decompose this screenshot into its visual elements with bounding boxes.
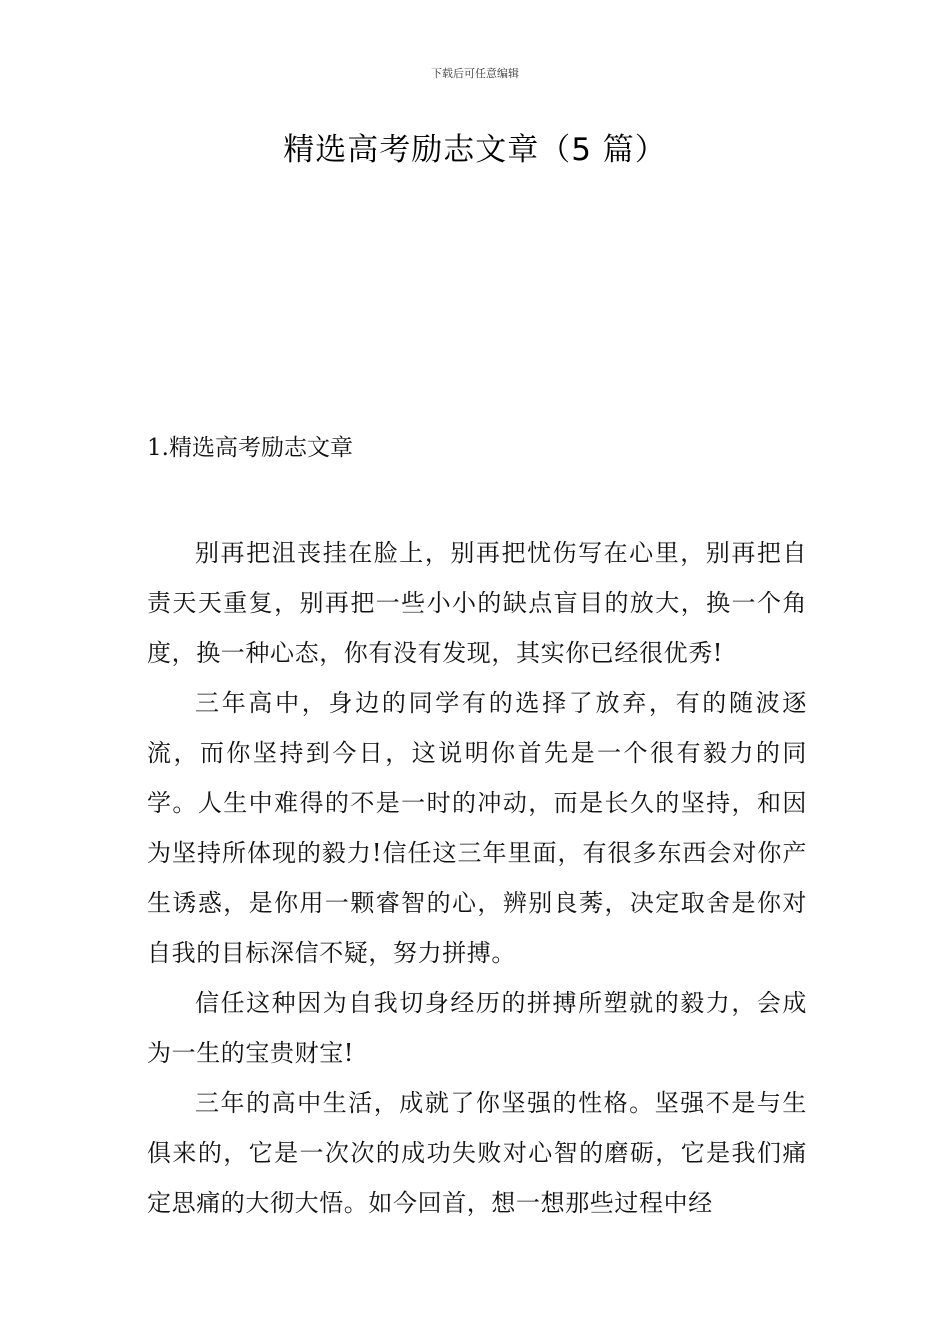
- article-body: [147, 528, 807, 1228]
- paragraph-4: 三年的高中生活，成就了你坚强的性格。坚强不是与生俱来的，它是一次次的成功失败对心智的磨砺，它是我们痛定思痛的大彻大悟。如今回首，想一想那些过程中经: [147, 1089, 807, 1217]
- document-title: 精选高考励志文章（5 篇）: [283, 132, 667, 168]
- paragraph-2: 三年高中，身边的同学有的选择了放弃，有的随波逐流，而你坚持到今日，这说明你首先是一个很有毅力的同学。人生中难得的不是一时的冲动，而是长久的坚持，和因为坚持所体现的毅力!信任这三年里面，有很多东西会对你产生诱惑，是你用一颗睿智的心，辨别良莠，决定取舍是你对自我的目标深信不疑，努力拼搏。: [147, 689, 807, 967]
- section-heading: 1.精选高考励志文章: [147, 435, 353, 461]
- header-note: 下载后可任意编辑: [431, 67, 519, 80]
- paragraph-1: 别再把沮丧挂在脸上，别再把忧伤写在心里，别再把自责天天重复，别再把一些小小的缺点盲目的放大，换一个角度，换一种心态，你有没有发现，其实你已经很优秀!: [147, 539, 807, 667]
- paragraph-3: 信任这种因为自我切身经历的拼搏所塑就的毅力，会成为一生的宝贵财宝!: [147, 989, 807, 1067]
